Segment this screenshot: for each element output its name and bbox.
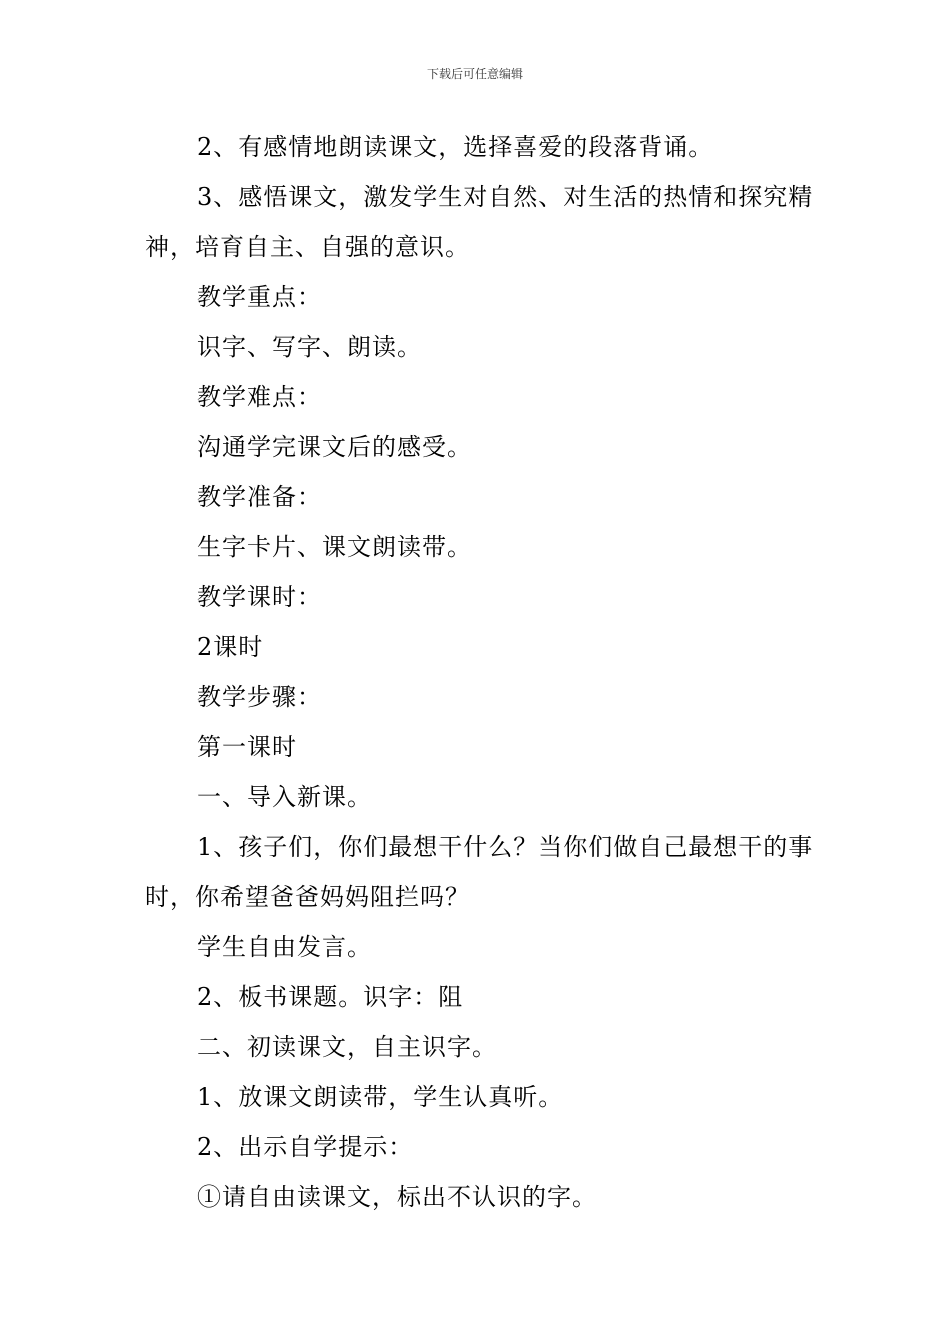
page-header: 下载后可任意编辑 [426, 67, 523, 81]
section-heading: 教学步骤： [197, 683, 322, 711]
document-body [145, 122, 815, 1222]
paragraph: 1、放课文朗读带，学生认真听。 [197, 1083, 564, 1111]
paragraph: 学生自由发言。 [197, 933, 372, 961]
paragraph: 二、初读课文，自主识字。 [197, 1033, 497, 1061]
section-heading: 教学准备： [197, 483, 322, 511]
paragraph: 2、板书课题。识字：阻 [197, 983, 464, 1011]
paragraph: 识字、写字、朗读。 [197, 333, 422, 361]
paragraph: 2、出示自学提示： [197, 1133, 414, 1161]
paragraph: 3、感悟课文，激发学生对自然、对生活的热情和探究精神，培育自主、自强的意识。 [145, 183, 814, 261]
paragraph: 2课时 [197, 633, 264, 661]
paragraph: 1、孩子们，你们最想干什么？当你们做自己最想干的事时，你希望爸爸妈妈阻拦吗？ [145, 833, 814, 911]
paragraph: 2、有感情地朗读课文，选择喜爱的段落背诵。 [197, 133, 714, 161]
paragraph: 第一课时 [197, 733, 297, 761]
section-heading: 教学难点： [197, 383, 322, 411]
paragraph: 沟通学完课文后的感受。 [197, 433, 472, 461]
paragraph: 一、导入新课。 [197, 783, 372, 811]
paragraph: ①请自由读课文，标出不认识的字。 [197, 1183, 597, 1211]
paragraph: 生字卡片、课文朗读带。 [197, 533, 472, 561]
section-heading: 教学重点： [197, 283, 322, 311]
section-heading: 教学课时： [197, 583, 322, 611]
